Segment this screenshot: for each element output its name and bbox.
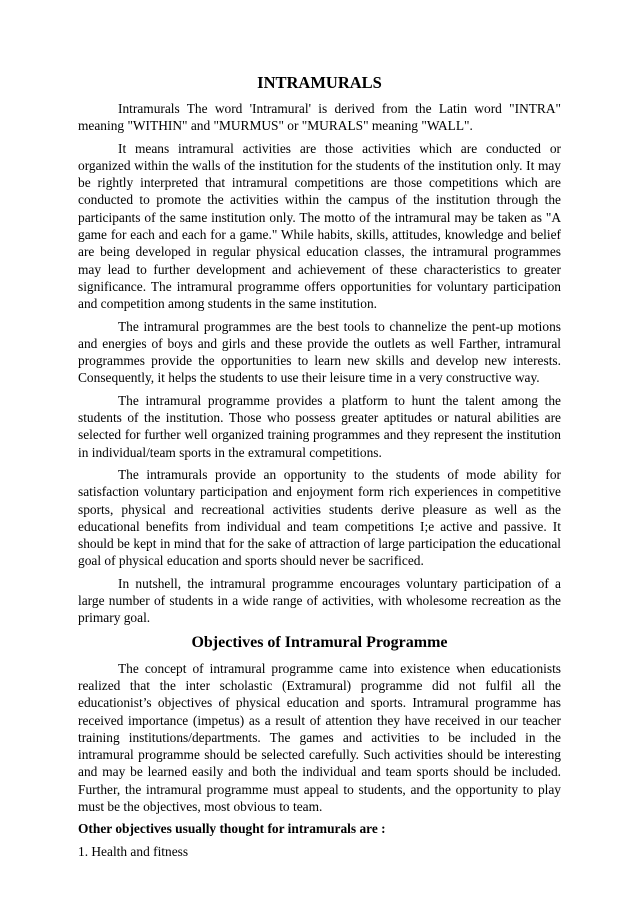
paragraph-meaning: It means intramural activities are those activities which are conducted or organized within the walls of the institution for the students of the institution only. It may be rightly interpreted that intramural competitions are those competitions which are conducted to promote the activities within the campus of the institution through the participants of the same institution only. The motto of the intramural may be taken as "A game for each and each for a game." While habits, skills, attitudes, knowledge and belief are being developed in regular physical education classes, the intramural programmes may lead to further development and achievement of these characteristics to greater significance. The intramural programme offers opportunities for voluntary participation and competition among students in the same institution.	[78, 140, 561, 312]
section-heading-objectives: Objectives of Intramural Programme	[191, 633, 448, 651]
paragraph-etymology: Intramurals The word 'Intramural' is derived from the Latin word "INTRA" meaning "WITHIN" and "MURMUS" or "MURALS" meaning "WALL".	[78, 101, 561, 134]
paragraph-opportunity: The intramurals provide an opportunity to the students of mode ability for satisfaction voluntary participation and enjoyment form rich experiences in competitive sports, physical and recreational activities students derive pleasure as well as the educational benefits from individual and team competitions I;e active and passive. It should be kept in mind that for the sake of attraction of large participation the educational goal of physical education and sports should never be sacrificed.	[78, 466, 561, 569]
list-item-health: 1. Health and fitness	[78, 843, 189, 859]
paragraph-talent: The intramural programme provides a platform to hunt the talent among the students of the institution. Those who possess greater aptitudes or natural abilities are selected for further well organized training programmes and they represent the institution in individual/team sports in the extramural competitions.	[78, 392, 561, 460]
paragraph-energies: The intramural programmes are the best tools to channelize the pent-up motions and energies of boys and girls and these provide the outlets as well Farther, intramural programmes provide the opportunities to learn new skills and develop new interests. Consequently, it helps the students to use their leisure time in a very constructive way.	[78, 318, 561, 386]
subheading-other-objectives: Other objectives usually thought for intramurals are :	[78, 821, 386, 837]
paragraph-nutshell: In nutshell, the intramural programme encourages voluntary participation of a large number of students in a wide range of activities, with wholesome recreation as the primary goal.	[78, 575, 561, 626]
page-title: INTRAMURALS	[257, 73, 382, 92]
paragraph-objectives: The concept of intramural programme came into existence when educationists realized that the inter scholastic (Extramural) programme did not fulfil all the educationist’s objectives of physical education and sports. Intramural programme has received importance (impetus) as a result of attention they have received in our teacher training institutions/departments. The games and activities to be included in the intramural programme should be selected carefully. Such activities should be interesting and may be learned easily and both the individual and team sports should be included. Further, the intramural programme must appeal to students, and the opportunity to play must be the objectives, most obvious to team.	[78, 660, 561, 814]
